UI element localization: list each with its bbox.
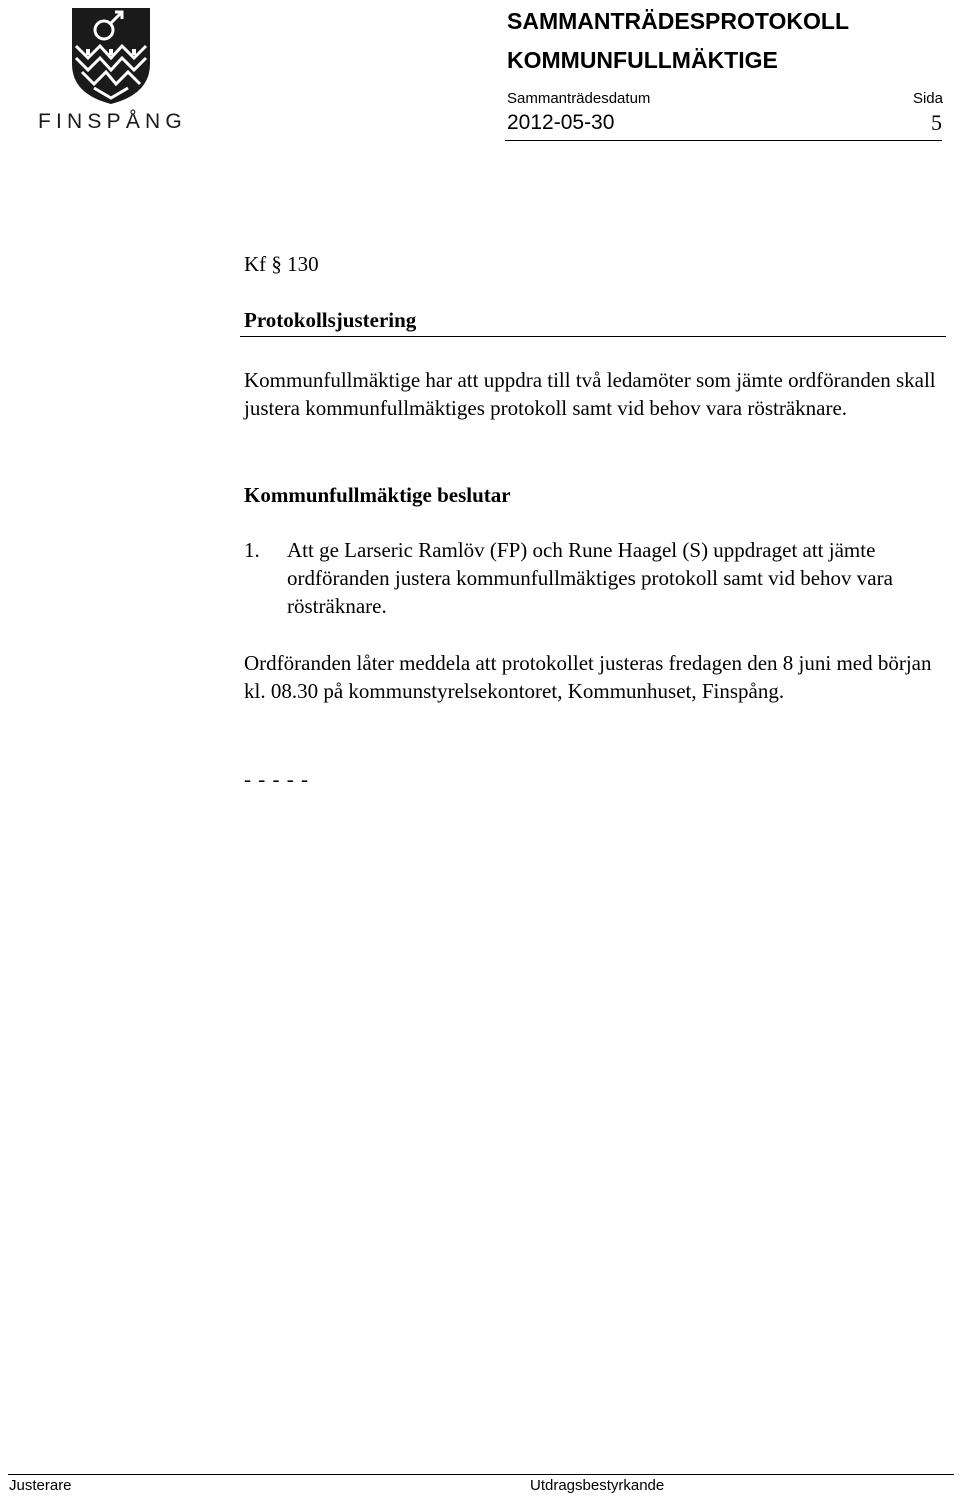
municipality-logo (38, 6, 187, 134)
body-name: KOMMUNFULLMÄKTIGE (507, 47, 778, 73)
section-title-divider (240, 336, 946, 337)
footer-divider (8, 1474, 954, 1475)
section-title: Protokollsjustering (244, 308, 417, 332)
announcement-paragraph: Ordföranden låter meddela att protokollet justeras fredagen den 8 juni med början kl. 08.30 på kommunstyrelsekontoret, Kommunhuset, Finspång. (244, 651, 932, 703)
footer-adjuster-label: Justerare (9, 1477, 72, 1494)
meeting-date-value: 2012-05-30 (507, 111, 615, 134)
intro-paragraph: Kommunfullmäktige har att uppdra till två ledamöter som jämte ordföranden skall justera kommunfullmäktiges protokoll samt vid behov vara rösträknare. (244, 368, 936, 420)
meeting-date-label: Sammanträdesdatum (507, 90, 651, 107)
coat-of-arms-icon (70, 6, 152, 106)
page-label: Sida (912, 90, 943, 107)
decision-heading: Kommunfullmäktige beslutar (244, 483, 511, 507)
header-divider (505, 140, 942, 141)
footer-certification-label: Utdragsbestyrkande (530, 1477, 665, 1494)
logo-wordmark: FINSPÅNG (38, 110, 187, 133)
page-number: 5 (931, 110, 942, 135)
decision-text: Att ge Larseric Ramlöv (FP) och Rune Haagel (S) uppdraget att jämte ordföranden justera kommunfullmäktiges protokoll samt vid behov vara rösträknare. (287, 538, 893, 618)
section-end-marker: - - - - - (244, 767, 309, 791)
document-type: SAMMANTRÄDESPROTOKOLL (507, 8, 850, 34)
section-id: Kf § 130 (244, 252, 319, 276)
decision-number: 1. (244, 538, 260, 562)
